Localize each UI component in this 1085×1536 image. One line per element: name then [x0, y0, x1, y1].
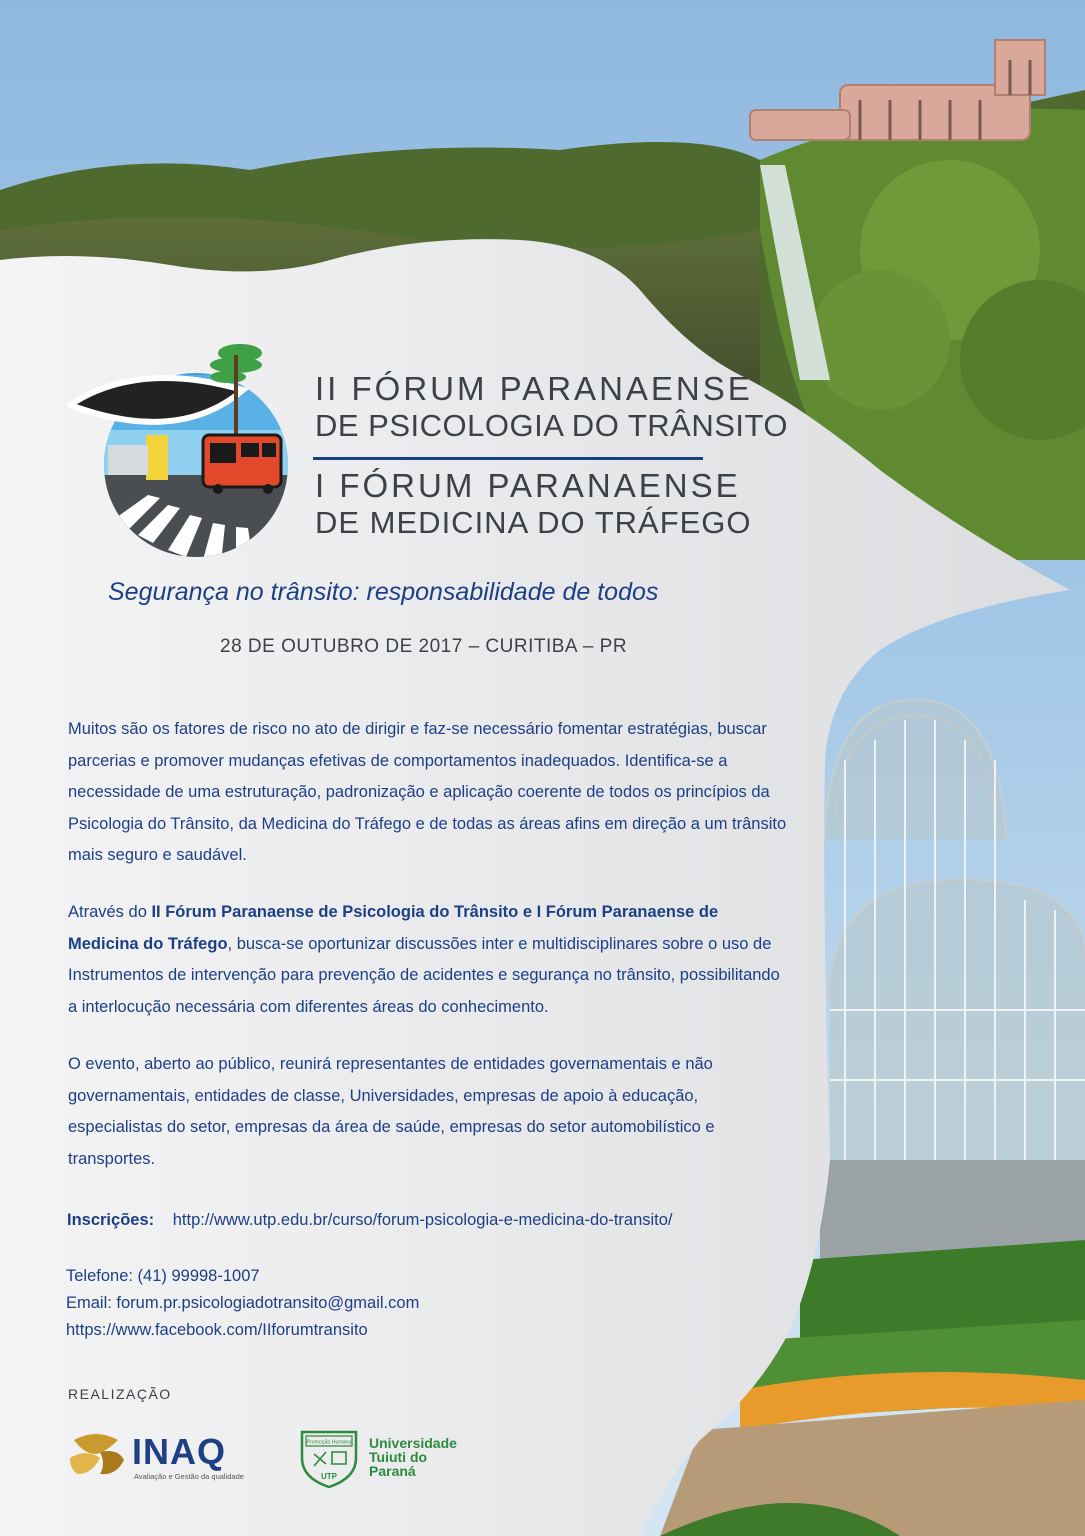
contact-block [66, 1263, 419, 1344]
utp-name-line2: Tuiuti do [369, 1449, 428, 1465]
utp-shield-icon [296, 1424, 362, 1490]
p2-suffix: , busca-se oportunizar discussões inter e multidisciplinares sobre o uso de Instrumentos de intervenção para prevenção de acidentes e segurança no trânsito, possibilitando a interlocução necessária com diferentes áreas do conhecimento. [68, 934, 780, 1016]
realizacao-label: REALIZAÇÃO [68, 1386, 172, 1402]
p2-prefix: Através do [68, 903, 152, 921]
inaq-tagline: Avaliação e Gestão da qualidade [134, 1472, 244, 1481]
registration-url-link[interactable]: http://www.utp.edu.br/curso/forum-psicologia-e-medicina-do-transito/ [172, 1211, 673, 1229]
inaq-name: INAQ [132, 1431, 226, 1472]
event-date-location: 28 DE OUTUBRO DE 2017 – CURITIBA – PR [220, 636, 628, 657]
utp-name-line3: Paraná [369, 1463, 416, 1479]
title-divider [313, 457, 703, 460]
p2-event-names: II Fórum Paranaense de Psicologia do Trânsito e I Fórum Paranaense de Medicina do Tráfego [68, 903, 719, 953]
title-line-2: DE PSICOLOGIA DO TRÂNSITO [315, 408, 789, 443]
event-slogan: Segurança no trânsito: responsabilidade de todos [108, 578, 659, 606]
contact-email[interactable]: Email: forum.pr.psicologiadotransito@gmail.com [66, 1294, 420, 1312]
utp-badge-text: UTP [321, 1472, 337, 1481]
title-line-4: DE MEDICINA DO TRÁFEGO [315, 505, 752, 540]
contact-facebook-link[interactable]: https://www.facebook.com/IIforumtransito [66, 1321, 368, 1339]
title-line-3: I FÓRUM PARANAENSE [315, 467, 741, 504]
body-paragraph-3: O evento, aberto ao público, reunirá representantes de entidades governamentais e não governamentais, entidades de classe, Universidades, empresas de apoio à educação, especialistas do setor, empresas da área de saúde, empresas do setor automobilístico e transportes. [68, 1055, 715, 1168]
registration-line [67, 1211, 673, 1230]
utp-name-line1: Universidade [369, 1435, 457, 1451]
body-paragraph-1: Muitos são os fatores de risco no ato de dirigir e faz-se necessário fomentar estratégias, buscar parcerias e promover mudanças efetivas de comportamentos inadequados. Identifica-se a necessidade de uma estruturação, padronização e aplicação coerente de todos os princípios da Psicologia do Trânsito, da Medicina do Tráfego e de todas as áreas afins em direção a um trânsito mais seguro e saudável. [68, 720, 787, 864]
contact-phone: Telefone: (41) 99998-1007 [66, 1267, 260, 1285]
forum-logo [68, 335, 308, 560]
registration-label: Inscrições: [67, 1211, 155, 1229]
utp-name [369, 1436, 457, 1478]
body-paragraph-2 [68, 897, 788, 1023]
inaq-logo-icon [66, 1430, 128, 1478]
utp-ribbon-text: Promoção Humana [306, 1439, 352, 1446]
title-line-1: II FÓRUM PARANAENSE [315, 370, 753, 407]
